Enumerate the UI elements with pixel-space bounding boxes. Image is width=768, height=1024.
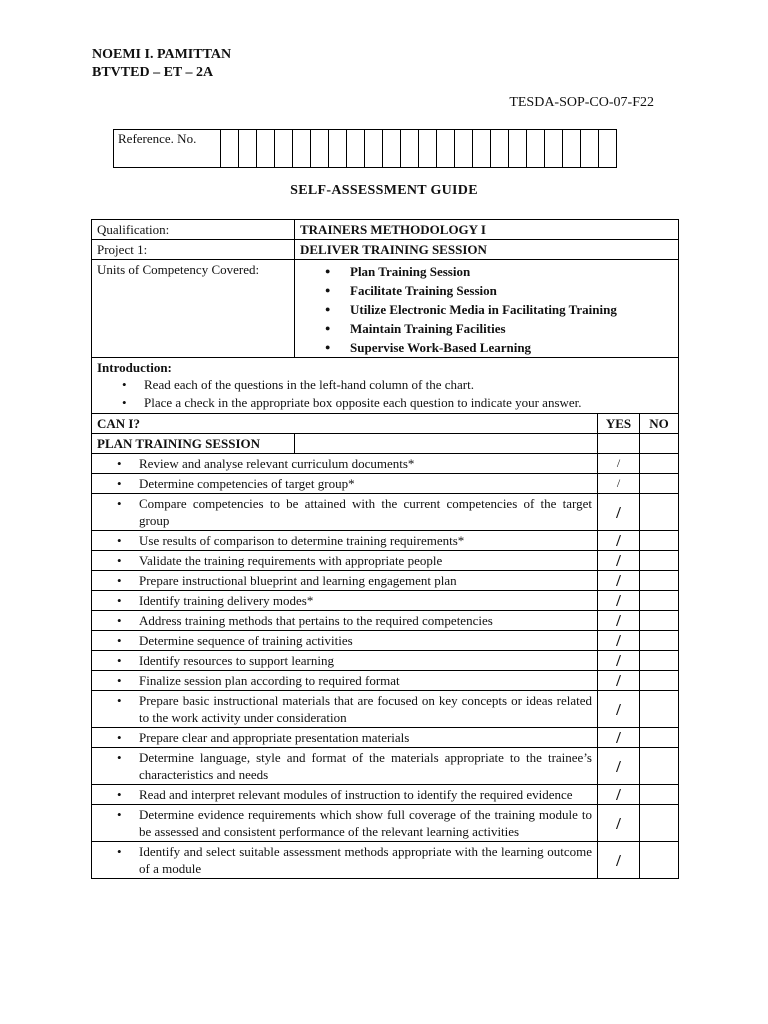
reference-box: [383, 130, 401, 168]
no-checkbox[interactable]: [640, 454, 679, 474]
no-checkbox[interactable]: [640, 671, 679, 691]
self-assessment-table: [91, 219, 679, 879]
reference-box: [563, 130, 581, 168]
no-checkbox[interactable]: [640, 494, 679, 531]
question-row: [92, 531, 679, 551]
reference-number-table: [113, 129, 617, 168]
question-text: • Read and interpret relevant modules of instruction to identify the required evidence: [92, 785, 598, 805]
project-value: DELIVER TRAINING SESSION: [295, 240, 679, 260]
question-text: • Identify training delivery modes*: [92, 591, 598, 611]
yes-checkbox[interactable]: /: [598, 728, 640, 748]
qualification-value: TRAINERS METHODOLOGY I: [295, 220, 679, 240]
section-row: [92, 434, 679, 454]
units-row: [92, 260, 679, 358]
qualification-label: Qualification:: [92, 220, 295, 240]
yes-checkbox[interactable]: /: [598, 842, 640, 879]
author-section: BTVTED – ET – 2A: [92, 65, 214, 80]
introduction-item: • Place a check in the appropriate box opposite each question to indicate your answer.: [97, 394, 673, 412]
question-row: [92, 785, 679, 805]
no-header: NO: [640, 414, 679, 434]
yes-checkbox[interactable]: /: [598, 531, 640, 551]
yes-checkbox[interactable]: /: [598, 551, 640, 571]
reference-box: [329, 130, 347, 168]
project-row: [92, 240, 679, 260]
yes-checkbox[interactable]: /: [598, 631, 640, 651]
no-checkbox[interactable]: [640, 531, 679, 551]
author-block: [92, 46, 231, 82]
reference-box: [347, 130, 365, 168]
no-checkbox[interactable]: [640, 571, 679, 591]
no-checkbox[interactable]: [640, 591, 679, 611]
yes-checkbox[interactable]: /: [598, 611, 640, 631]
question-text: • Determine language, style and format of the materials appropriate to the trainee’s characteristics and needs: [92, 748, 598, 785]
unit-item: ● Facilitate Training Session: [300, 281, 673, 300]
no-checkbox[interactable]: [640, 691, 679, 728]
yes-checkbox[interactable]: /: [598, 591, 640, 611]
question-text: • Determine competencies of target group*: [92, 474, 598, 494]
yes-checkbox[interactable]: /: [598, 805, 640, 842]
yes-checkbox[interactable]: /: [598, 748, 640, 785]
project-label: Project 1:: [92, 240, 295, 260]
author-name: NOEMI I. PAMITTAN: [92, 47, 232, 62]
yes-checkbox[interactable]: /: [598, 671, 640, 691]
question-row: [92, 671, 679, 691]
reference-box: [257, 130, 275, 168]
yes-checkbox[interactable]: /: [598, 785, 640, 805]
no-checkbox[interactable]: [640, 805, 679, 842]
question-row: [92, 842, 679, 879]
question-row: [92, 494, 679, 531]
question-row: [92, 691, 679, 728]
introduction-row: [92, 358, 679, 414]
question-row: [92, 454, 679, 474]
unit-item: ● Maintain Training Facilities: [300, 319, 673, 338]
unit-item: ● Plan Training Session: [300, 262, 673, 281]
question-text: • Identify resources to support learning: [92, 651, 598, 671]
units-label: Units of Competency Covered:: [92, 260, 295, 358]
yes-checkbox[interactable]: /: [598, 691, 640, 728]
form-code: TESDA-SOP-CO-07-F22: [509, 95, 654, 110]
reference-box: [239, 130, 257, 168]
question-row: [92, 551, 679, 571]
section-title: PLAN TRAINING SESSION: [92, 434, 295, 454]
reference-box: [311, 130, 329, 168]
unit-item: ● Utilize Electronic Media in Facilitating Training: [300, 300, 673, 319]
question-text: • Determine evidence requirements which show full coverage of the training module to be assessed and consistent performance of the relevant learning activities: [92, 805, 598, 842]
question-text: • Identify and select suitable assessment methods appropriate with the learning outcome of a module: [92, 842, 598, 879]
question-text: • Validate the training requirements with appropriate people: [92, 551, 598, 571]
question-text: • Prepare instructional blueprint and learning engagement plan: [92, 571, 598, 591]
yes-checkbox[interactable]: /: [598, 494, 640, 531]
reference-box: [401, 130, 419, 168]
yes-header: YES: [598, 414, 640, 434]
reference-box: [599, 130, 617, 168]
no-checkbox[interactable]: [640, 611, 679, 631]
question-row: [92, 474, 679, 494]
no-checkbox[interactable]: [640, 842, 679, 879]
reference-box: [365, 130, 383, 168]
qualification-row: [92, 220, 679, 240]
question-text: • Use results of comparison to determine training requirements*: [92, 531, 598, 551]
reference-box: [419, 130, 437, 168]
question-text: • Prepare clear and appropriate presentation materials: [92, 728, 598, 748]
no-checkbox[interactable]: [640, 748, 679, 785]
no-checkbox[interactable]: [640, 631, 679, 651]
question-text: • Prepare basic instructional materials that are focused on key concepts or ideas related to the work activity under consideration: [92, 691, 598, 728]
reference-box: [527, 130, 545, 168]
introduction-item: • Read each of the questions in the left-hand column of the chart.: [97, 376, 673, 394]
introduction-heading: Introduction:: [97, 360, 172, 375]
question-row: [92, 611, 679, 631]
reference-box: [509, 130, 527, 168]
document-title: SELF-ASSESSMENT GUIDE: [290, 183, 478, 198]
no-checkbox[interactable]: [640, 728, 679, 748]
reference-box: [293, 130, 311, 168]
column-header-row: [92, 414, 679, 434]
reference-box: [473, 130, 491, 168]
question-row: [92, 571, 679, 591]
no-checkbox[interactable]: [640, 785, 679, 805]
no-checkbox[interactable]: [640, 551, 679, 571]
question-row: [92, 591, 679, 611]
introduction-list: [97, 376, 673, 412]
no-checkbox[interactable]: [640, 651, 679, 671]
units-list: [300, 262, 673, 357]
question-row: [92, 805, 679, 842]
reference-box: [437, 130, 455, 168]
yes-checkbox[interactable]: /: [598, 651, 640, 671]
question-row: [92, 748, 679, 785]
reference-box: [455, 130, 473, 168]
question-text: • Determine sequence of training activities: [92, 631, 598, 651]
yes-checkbox[interactable]: /: [598, 571, 640, 591]
no-checkbox[interactable]: [640, 474, 679, 494]
question-text: • Review and analyse relevant curriculum documents*: [92, 454, 598, 474]
question-text: • Compare competencies to be attained with the current competencies of the target group: [92, 494, 598, 531]
question-row: [92, 631, 679, 651]
reference-box: [581, 130, 599, 168]
reference-box: [491, 130, 509, 168]
reference-box: [275, 130, 293, 168]
question-row: [92, 651, 679, 671]
question-text: • Finalize session plan according to required format: [92, 671, 598, 691]
unit-item: ● Supervise Work-Based Learning: [300, 338, 673, 357]
yes-checkbox[interactable]: /: [598, 454, 640, 474]
reference-box: [545, 130, 563, 168]
can-i-header: CAN I?: [92, 414, 598, 434]
yes-checkbox[interactable]: /: [598, 474, 640, 494]
reference-label: Reference. No.: [114, 130, 221, 168]
question-text: • Address training methods that pertains to the required competencies: [92, 611, 598, 631]
question-row: [92, 728, 679, 748]
reference-box: [221, 130, 239, 168]
